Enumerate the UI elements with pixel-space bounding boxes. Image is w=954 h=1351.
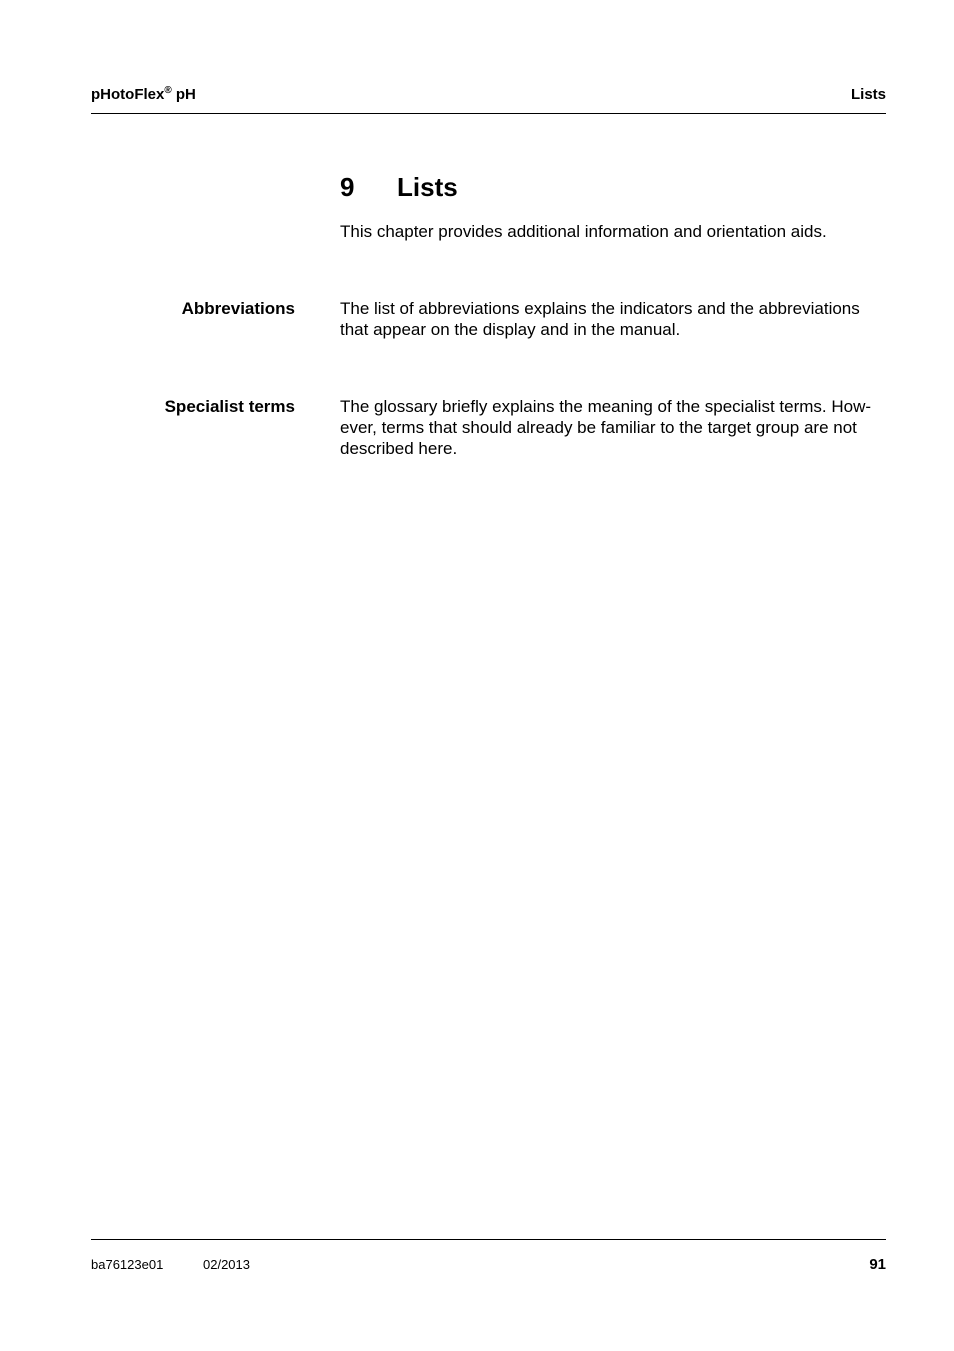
chapter-intro: This chapter provides additional information and orientation aids. [340, 222, 827, 241]
abbreviations-label: Abbreviations [181, 299, 295, 318]
product-suffix: pH [171, 86, 196, 103]
specialist-terms-line: The glossary briefly explains the meaning of the specialist terms. How- [340, 397, 872, 416]
product-name: pHotoFlex [91, 86, 165, 103]
abbreviations-text: The list of abbreviations explains the indicators and the abbreviations that appear on the display and in the manual. [340, 299, 860, 339]
running-header-section: Lists [850, 86, 886, 103]
specialist-terms-line: ever, terms that should already be familiar to the target group are not [340, 418, 857, 437]
page-number: 91 [869, 1256, 886, 1273]
chapter-title: Lists [397, 172, 458, 202]
footer-date: 02/2013 [203, 1257, 250, 1272]
specialist-terms-text [340, 396, 888, 459]
footer-document-number: ba76123e01 [91, 1257, 164, 1272]
header-divider [91, 113, 886, 114]
specialist-terms-line: described here. [340, 439, 458, 458]
running-header-product [91, 86, 196, 103]
chapter-number: 9 [340, 172, 355, 202]
specialist-terms-label: Specialist terms [164, 397, 295, 416]
chapter-heading [340, 172, 458, 203]
footer-divider [91, 1239, 886, 1240]
registered-mark: ® [164, 85, 172, 96]
